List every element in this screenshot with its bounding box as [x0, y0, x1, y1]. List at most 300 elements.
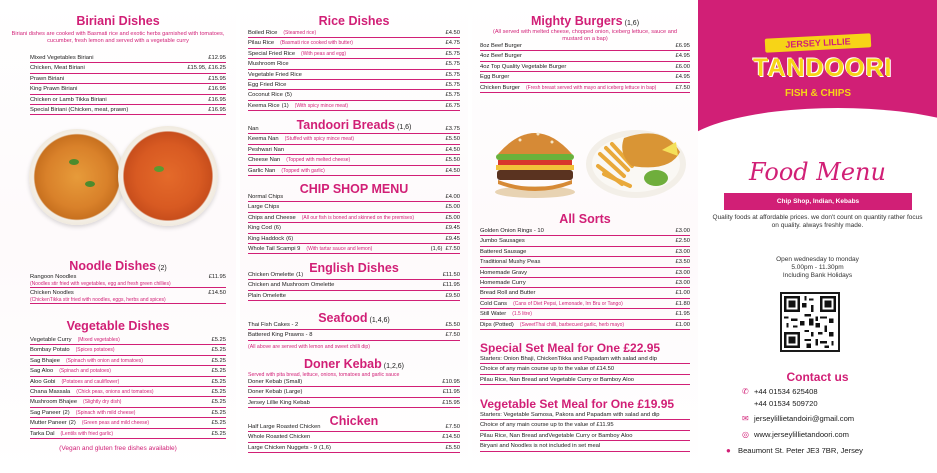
item-price: £5.25	[211, 388, 226, 395]
allsorts-list	[480, 226, 690, 330]
item-name: Egg Fried Rice	[248, 81, 287, 88]
item-description: (Slightly dry dish)	[83, 399, 122, 406]
item-price: £5.25	[211, 420, 226, 427]
item-name: Mixed Vegetables Biriani	[30, 55, 94, 61]
qr-code[interactable]	[780, 292, 840, 352]
seafood-list	[248, 320, 460, 341]
item-name: Aloo Gobi	[30, 378, 56, 385]
menu-row	[30, 53, 226, 63]
menu-row	[30, 387, 226, 397]
item-price: £5.50	[445, 444, 460, 451]
item-price: £3.00	[675, 269, 690, 276]
item-price: £15.95, £16.25	[187, 65, 226, 72]
vegetable-set-meal-list	[480, 410, 690, 452]
menu-row	[480, 51, 690, 61]
item-price: £11.95	[442, 282, 460, 289]
item-name: Chicken Noodles	[30, 290, 74, 296]
menu-row	[30, 95, 226, 105]
item-description: (Spinach with mild cheese)	[75, 409, 136, 416]
item-price: £5.25	[211, 430, 226, 437]
item-name: Chicken Burger	[480, 84, 520, 91]
item-name: Still Water	[480, 311, 507, 318]
biriani-dish-image	[29, 129, 125, 225]
biriani-list	[30, 53, 226, 115]
item-price: £3.00	[675, 279, 690, 286]
item-name: Bombay Potato	[30, 347, 70, 354]
set-meal-text: Pilau Rice, Nan Bread andVegetable Curry or Bamboy Aloo	[480, 432, 633, 439]
chicken-list	[248, 422, 460, 453]
item-price: £14.50	[208, 290, 226, 296]
item-name: Cheese Nan	[248, 157, 281, 164]
hours-line: Open wednesday to monday	[776, 256, 859, 263]
item-price: £5.25	[211, 347, 226, 354]
menu-row	[30, 288, 226, 304]
column-burgers-allsorts-specials	[472, 0, 698, 473]
item-price: £1.00	[675, 290, 690, 297]
phone-line-1[interactable]	[742, 387, 818, 396]
item-price: £7.50	[445, 332, 460, 339]
special-meal-list	[480, 354, 690, 385]
allergen-code: (2)	[62, 409, 70, 416]
menu-row	[248, 443, 460, 453]
menu-row	[248, 80, 460, 90]
item-price: £12.95	[208, 55, 226, 61]
menu-row	[248, 432, 460, 442]
item-name: Jumbo Sausages	[480, 238, 525, 245]
item-name: Whole Roasted Chicken	[248, 434, 311, 441]
menu-row	[480, 41, 690, 51]
item-name: Bread Roll and Butter	[480, 290, 536, 297]
menu-row-text	[30, 290, 205, 303]
vegetable-footnote: (Vegan and gluten free dishes available)	[59, 445, 177, 452]
prawn-biriani-image	[118, 126, 218, 226]
address-text: Beaumont St. Peter JE3 7BR, Jersey	[738, 446, 863, 455]
item-price: £3.00	[675, 228, 690, 234]
set-meal-line	[480, 354, 690, 364]
email-address: jerseylillietandoiri@gmail.com	[754, 414, 855, 423]
item-price: £5.50	[445, 136, 460, 143]
menu-row	[480, 257, 690, 267]
set-meal-line	[480, 441, 690, 451]
item-price: £4.95	[675, 74, 690, 81]
hours-line: 5.00pm - 11.30pm	[791, 264, 844, 271]
item-price: £5.25	[211, 409, 226, 416]
menu-row	[248, 145, 460, 155]
menu-row	[480, 288, 690, 298]
item-description: (Spinach with onion and tomatoes)	[65, 357, 143, 364]
rice-title: Rice Dishes	[318, 14, 390, 28]
menu-row	[30, 429, 226, 439]
chipshop-title: CHIP SHOP MENU	[299, 182, 409, 196]
item-name: 8oz Beef Burger	[480, 43, 522, 49]
website-url: www.jerseylillietandoori.com	[754, 430, 849, 439]
noodle-list	[30, 272, 226, 304]
item-name: Vegetable Fried Rice	[248, 71, 302, 78]
rice-list	[248, 28, 460, 111]
qr-code-graphic	[782, 294, 838, 350]
item-name: Chips and Cheese	[248, 214, 296, 221]
item-name: Sag Paneer	[30, 409, 61, 416]
menu-row	[480, 299, 690, 309]
item-name: Boiled Rice	[248, 30, 278, 36]
menu-row	[30, 418, 226, 428]
menu-row	[480, 247, 690, 257]
menu-row	[30, 84, 226, 94]
item-description: (Chick peas, onions and tomatoes)	[76, 388, 154, 395]
item-description: (Topped with melted cheese)	[286, 157, 351, 164]
menu-row	[30, 408, 226, 418]
envelope-icon: ✉	[742, 414, 749, 423]
item-price: £4.75	[445, 40, 460, 47]
item-name: Large Chicken Nuggets - 9	[248, 444, 317, 451]
phone-number-1: +44 01534 625408	[754, 387, 818, 396]
burgers-description: (All served with melted cheese, chopped onion, iceberg lettuce, sauce and mustard on a bap)	[492, 29, 678, 42]
item-name: Special Fried Rice	[248, 50, 296, 57]
english-list	[248, 270, 460, 301]
special-meal-title: Special Set Meal for One £22.95	[480, 341, 661, 355]
item-price: £11.95	[442, 389, 460, 396]
item-description: (Spinach and potatoes)	[59, 368, 111, 375]
item-price: £4.50	[445, 167, 460, 174]
set-meal-text: Starters: Vegetable Samosa, Pakora and Papadam with salad and dip	[480, 412, 660, 418]
item-name: Cold Cans	[480, 300, 508, 307]
seafood-title: Seafood (1,4,6)	[318, 311, 390, 325]
column-rice-breads-chipshop	[240, 0, 468, 473]
item-description: (Fresh breast served with mayo and iceberg lettuce in bap)	[525, 84, 657, 91]
item-price: £5.25	[211, 378, 226, 385]
item-price: £7.50	[675, 84, 690, 91]
set-meal-line	[480, 410, 690, 420]
menu-row	[30, 366, 226, 376]
menu-row	[30, 397, 226, 407]
set-meal-text: Starters: Onion Bhaji, ChickenTikka and Papadam with salad and dip	[480, 356, 658, 362]
item-name: Mushroom Bhajee	[30, 399, 78, 406]
kebab-title: Doner Kebab (1,2,6)	[303, 357, 405, 371]
menu-row	[248, 422, 460, 432]
item-name: Traditional Mushy Peas	[480, 259, 541, 266]
menu-row	[480, 320, 690, 330]
menu-row	[480, 236, 690, 246]
item-price: £10.95	[442, 379, 460, 385]
item-price: £1.95	[675, 311, 690, 318]
allergen-code: (1,6)	[318, 444, 331, 451]
brand-logo	[753, 12, 893, 112]
item-name: 4oz Beef Burger	[480, 53, 522, 60]
item-description: (With peas and egg)	[301, 50, 347, 57]
set-meal-text: Pilau Rice, Nan Bread and Vegetable Curry or Bamboy Aloo	[480, 376, 635, 383]
item-price: £5.50	[445, 157, 460, 164]
menu-row	[248, 155, 460, 165]
brand-header-band	[698, 0, 937, 150]
biriani-description: Biriani dishes are cooked with Basmati rice and exotic herbs garnished with tomatoes, cucumber, fresh lemon and served with a vegetable curry	[11, 31, 225, 44]
item-price: £5.25	[211, 368, 226, 375]
menu-row	[248, 377, 460, 387]
item-description: (Steamed rice)	[283, 30, 317, 36]
item-price: £5.50	[445, 322, 460, 328]
item-price: £2.50	[675, 238, 690, 245]
item-name: Thai Fish Cakes - 2	[248, 322, 299, 328]
item-description: (ChickenTikka stir fried with noodles, eggs, herbs and spices)	[30, 296, 166, 303]
menu-row	[248, 101, 460, 111]
menu-row	[480, 72, 690, 82]
biriani-title: Biriani Dishes	[76, 14, 160, 28]
item-price: £4.50	[445, 146, 460, 153]
vegetable-title: Vegetable Dishes	[66, 319, 170, 333]
burger-image	[490, 118, 580, 200]
vegetable-set-meal-title: Vegetable Set Meal for One £19.95	[480, 397, 675, 411]
breads-title: Tandoori Breads (1,6)	[296, 118, 412, 132]
item-description: (With tartar sauce and lemon)	[306, 245, 373, 252]
globe-icon: ◎	[742, 430, 749, 439]
item-price: £3.50	[675, 259, 690, 266]
item-price: £1.00	[675, 321, 690, 328]
item-price: £5.25	[211, 357, 226, 364]
item-name: Battered King Prawns - 8	[248, 332, 313, 339]
vegetable-list	[30, 335, 226, 439]
item-description: (Noodles stir fried with vegetables, egg and fresh green chillies)	[30, 280, 171, 287]
menu-row	[480, 62, 690, 72]
item-price: £9.50	[445, 292, 460, 299]
burgers-title: Mighty Burgers (1,6)	[530, 14, 640, 28]
breads-list	[248, 124, 460, 176]
food-menu-title: Food Menu	[749, 158, 886, 186]
item-name: Nan	[248, 126, 259, 132]
chicken-title: Chicken	[329, 414, 379, 428]
allergen-code: (1,6)	[430, 245, 443, 252]
menu-row	[248, 291, 460, 301]
item-price: £5.75	[445, 61, 460, 68]
menu-row-text	[30, 274, 206, 287]
item-description: (Cans of Diet Pepsi, Lemonade, Irn Bru or Tango)	[513, 300, 623, 307]
item-description: (Basmati rice cooked with butter)	[280, 40, 353, 47]
menu-row	[30, 335, 226, 345]
menu-row	[248, 223, 460, 233]
item-name: Homemade Curry	[480, 279, 526, 286]
item-price: £9.45	[445, 235, 460, 242]
menu-row	[248, 166, 460, 176]
item-name: Doner Kebab (Small)	[248, 379, 303, 385]
item-name: Doner Kebab (Large)	[248, 389, 303, 396]
address-line	[726, 446, 863, 455]
seafood-note: (All above are served with lemon and sweet chilli dip)	[248, 344, 370, 350]
item-price: £3.75	[445, 126, 460, 132]
set-meal-text: Biryani and Noodles is not included in set meal	[480, 443, 601, 450]
item-description: (Topped with garlic)	[281, 167, 325, 174]
menu-row	[30, 272, 226, 288]
item-price: £5.25	[211, 399, 226, 406]
set-meal-line	[480, 364, 690, 374]
item-name: Chicken and Mushroom Omelette	[248, 282, 335, 289]
item-description: (Spices potatoes)	[75, 347, 115, 354]
item-price: £11.95	[208, 274, 226, 280]
menu-row	[248, 330, 460, 340]
phone-icon: ✆	[742, 387, 749, 396]
noodle-title: Noodle Dishes (2)	[69, 259, 167, 273]
item-price: £7.50	[445, 424, 460, 430]
menu-row	[480, 83, 690, 93]
menu-row	[248, 38, 460, 48]
item-name: Vegetable Curry	[30, 337, 72, 343]
item-description: (Green peas and mild cheese)	[81, 420, 150, 427]
item-price: £16.95	[208, 106, 226, 113]
menu-row	[248, 398, 460, 408]
item-description: (Mixed vegetables)	[77, 337, 120, 343]
set-meal-text: Choice of any main course up to the value of £11.95	[480, 422, 614, 429]
allergen-code: (6)	[286, 235, 294, 242]
item-name: Mushroom Rice	[248, 61, 289, 68]
item-name: King Haddock	[248, 235, 285, 242]
item-name: Chicken or Lamb Tikka Biriani	[30, 96, 107, 103]
item-description: (1.5 litre)	[512, 311, 532, 318]
item-name: Half Large Roasted Chicken	[248, 424, 321, 430]
item-name: Egg Burger	[480, 74, 510, 81]
allergen-code: (1)	[281, 102, 289, 109]
item-price: £15.95	[442, 399, 460, 406]
item-price: £14.50	[442, 434, 460, 441]
opening-hours	[712, 256, 923, 280]
item-price: £16.95	[208, 86, 226, 93]
item-name: Peshwari Nan	[248, 146, 285, 153]
menu-row	[248, 244, 460, 254]
email-line[interactable]	[742, 414, 854, 423]
menu-row	[248, 213, 460, 223]
item-name: Whole Tail Scampi 9	[248, 245, 301, 252]
menu-row	[248, 90, 460, 100]
menu-row	[30, 377, 226, 387]
kebab-list	[248, 377, 460, 408]
menu-row	[248, 192, 460, 202]
logo-main-text: TANDOORI	[753, 54, 893, 82]
item-price: £4.50	[445, 30, 460, 36]
contact-title: Contact us	[786, 370, 849, 384]
english-title: English Dishes	[309, 261, 399, 275]
menu-row	[480, 226, 690, 236]
menu-row	[480, 278, 690, 288]
item-price: £5.75	[445, 50, 460, 57]
allergen-code: (2)	[68, 420, 76, 427]
logo-subtitle: FISH & CHIPS	[784, 88, 852, 99]
item-name: Prawn Biriani	[30, 75, 65, 82]
item-description: (SweetThai chilli, barbecued garlic, herb mayo)	[519, 321, 625, 328]
fish-and-chips-image	[584, 114, 688, 202]
menu-row	[248, 49, 460, 59]
item-name: Tarka Dal	[30, 430, 55, 437]
set-meal-text: Choice of any main course up to the value of £14.50	[480, 366, 615, 373]
allergen-code: (6)	[273, 225, 281, 232]
item-description: (With spicy mince meat)	[294, 102, 349, 109]
item-name: Garlic Nan	[248, 167, 276, 174]
item-name: Rangoon Noodles	[30, 274, 77, 280]
brand-panel	[698, 0, 937, 473]
burgers-list	[480, 41, 690, 93]
set-meal-line	[480, 431, 690, 441]
item-price: £9.45	[445, 225, 460, 232]
item-name: Plain Omelette	[248, 292, 287, 299]
item-price: £1.80	[675, 300, 690, 307]
item-name: Chana Massala	[30, 388, 71, 395]
menu-row	[30, 345, 226, 355]
menu-row	[30, 74, 226, 84]
item-name: Chicken, Meat Biriani	[30, 65, 85, 72]
item-name: King Prawn Biriani	[30, 86, 78, 93]
item-name: Normal Chips	[248, 194, 284, 200]
logo-banner: JERSEY LILLIE	[765, 33, 872, 53]
item-name: 4oz Top Quality Vegetable Burger	[480, 63, 567, 70]
brand-blurb: Quality foods at affordable prices. we don't count on quantity rather focus on quality. always freshly made.	[712, 214, 923, 229]
decorative-swoosh-white	[698, 108, 937, 150]
website-line[interactable]	[742, 430, 849, 439]
item-description: (All our fish is boned and skinned on the premises)	[301, 214, 414, 221]
menu-row	[248, 280, 460, 290]
item-name: Pilau Rice	[248, 40, 275, 47]
item-name: King Cod	[248, 225, 272, 232]
location-pin-icon: ●	[726, 446, 731, 455]
item-name: Large Chips	[248, 204, 280, 211]
allergen-code: (5)	[284, 92, 292, 99]
hours-line: Including Bank Holidays	[782, 272, 853, 279]
item-name: Coconut Rice	[248, 92, 283, 99]
chipshop-list	[248, 192, 460, 254]
menu-row	[248, 234, 460, 244]
item-name: Battered Sausage	[480, 248, 527, 255]
item-name: Sag Aloo	[30, 368, 54, 375]
item-description: (Lentils with fried garlic)	[60, 430, 114, 437]
menu-row	[248, 28, 460, 38]
item-name: Chicken Omelette	[248, 272, 295, 278]
item-name: Sag Bhajee	[30, 357, 60, 364]
phone-line-2[interactable]	[742, 399, 818, 408]
menu-row	[30, 63, 226, 73]
item-description: (Potatoes and cauliflower)	[61, 378, 120, 385]
set-meal-line	[480, 375, 690, 385]
item-price: £11.50	[442, 272, 460, 278]
tagline-badge: Chip Shop, Indian, Kebabs	[724, 193, 912, 210]
item-price: £5.25	[211, 337, 226, 343]
menu-row	[248, 59, 460, 69]
column-biriani-noodle-vegetable	[0, 0, 236, 473]
item-price: £6.00	[675, 63, 690, 70]
item-price: £6.95	[675, 43, 690, 49]
item-name: Golden Onion Rings - 10	[480, 228, 544, 234]
menu-row	[248, 134, 460, 144]
allergen-code: (1)	[296, 272, 304, 278]
item-price: £5.00	[445, 204, 460, 211]
item-price: £5.75	[445, 92, 460, 99]
menu-row	[248, 70, 460, 80]
item-name: Dips (Potted)	[480, 321, 514, 328]
item-description: (Stuffed with spicy mince meat)	[284, 136, 355, 143]
menu-row	[248, 320, 460, 330]
item-name: Keema Rice	[248, 102, 280, 109]
item-price: £4.95	[675, 53, 690, 60]
phone-number-2: +44 01534 509720	[754, 399, 818, 408]
menu-row	[480, 268, 690, 278]
kebab-description: Served with pita bread, lettuce, onions, tomatoes and garlic sauce	[248, 372, 400, 378]
item-price: £3.00	[675, 248, 690, 255]
allsorts-title: All Sorts	[559, 212, 611, 226]
item-price: £15.95	[208, 75, 226, 82]
menu-row	[248, 202, 460, 212]
item-name: Mutter Paneer	[30, 420, 67, 427]
item-price: £5.75	[445, 71, 460, 78]
menu-row	[480, 309, 690, 319]
item-name: Special Biriani (Chicken, meat, prawn)	[30, 106, 129, 113]
menu-row	[248, 387, 460, 397]
item-price: £4.00	[445, 194, 460, 200]
item-price: £16.95	[208, 96, 226, 103]
menu-row	[30, 356, 226, 366]
set-meal-line	[480, 420, 690, 430]
